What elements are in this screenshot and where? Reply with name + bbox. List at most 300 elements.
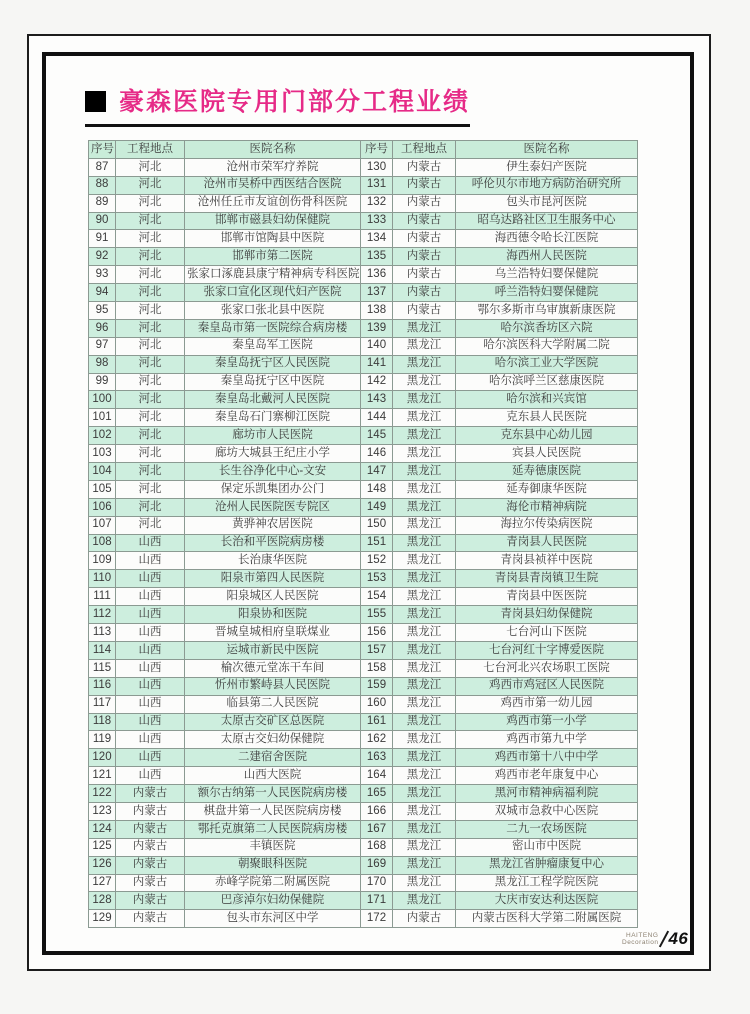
hospital-cell: 鸡西市第一小学 <box>456 713 638 731</box>
table-row <box>361 337 638 355</box>
hospital-cell: 二建宿舍医院 <box>185 749 361 767</box>
serial-cell: 104 <box>89 463 116 481</box>
serial-cell: 138 <box>361 302 393 320</box>
location-cell: 黑龙江 <box>393 820 456 838</box>
location-cell: 黑龙江 <box>393 641 456 659</box>
location-cell: 河北 <box>116 337 185 355</box>
serial-cell: 163 <box>361 749 393 767</box>
title-block <box>85 82 470 127</box>
hospital-cell: 运城市新民中医院 <box>185 641 361 659</box>
hospital-cell: 巴彦淖尔妇幼保健院 <box>185 892 361 910</box>
location-cell: 河北 <box>116 516 185 534</box>
location-cell: 山西 <box>116 767 185 785</box>
location-cell: 河北 <box>116 266 185 284</box>
hospital-cell: 鸡西市第九中学 <box>456 731 638 749</box>
location-cell: 内蒙古 <box>116 892 185 910</box>
header-serial: 序号 <box>89 141 116 159</box>
serial-cell: 146 <box>361 445 393 463</box>
page-footer <box>622 929 688 949</box>
hospital-cell: 七台河北兴农场职工医院 <box>456 659 638 677</box>
location-cell: 黑龙江 <box>393 552 456 570</box>
hospital-cell: 青岗县人民医院 <box>456 534 638 552</box>
table-row <box>89 659 361 677</box>
table-row <box>89 785 361 803</box>
serial-cell: 149 <box>361 498 393 516</box>
hospital-cell: 双城市急救中心医院 <box>456 802 638 820</box>
location-cell: 河北 <box>116 302 185 320</box>
serial-cell: 110 <box>89 570 116 588</box>
hospital-cell: 七台河红十字博爱医院 <box>456 641 638 659</box>
location-cell: 黑龙江 <box>393 570 456 588</box>
table-row <box>361 302 638 320</box>
serial-cell: 160 <box>361 695 393 713</box>
table-row <box>89 248 361 266</box>
table-row <box>89 570 361 588</box>
table-row <box>89 391 361 409</box>
serial-cell: 122 <box>89 785 116 803</box>
table-row <box>89 749 361 767</box>
serial-cell: 137 <box>361 284 393 302</box>
table-row <box>89 838 361 856</box>
location-cell: 河北 <box>116 319 185 337</box>
page-title: 豪森医院专用门部分工程业绩 <box>119 88 471 116</box>
table-row <box>361 230 638 248</box>
hospital-cell: 呼伦贝尔市地方病防治研究所 <box>456 176 638 194</box>
hospital-cell: 张家口宣化区现代妇产医院 <box>185 284 361 302</box>
location-cell: 黑龙江 <box>393 767 456 785</box>
serial-cell: 128 <box>89 892 116 910</box>
serial-cell: 130 <box>361 158 393 176</box>
table-row <box>89 445 361 463</box>
hospital-cell: 内蒙古医科大学第二附属医院 <box>456 910 638 928</box>
location-cell: 黑龙江 <box>393 713 456 731</box>
table-row <box>89 534 361 552</box>
location-cell: 山西 <box>116 677 185 695</box>
table-row <box>361 427 638 445</box>
hospital-cell: 邯郸市磁县妇幼保健院 <box>185 212 361 230</box>
serial-cell: 132 <box>361 194 393 212</box>
table-row <box>361 606 638 624</box>
hospital-cell: 哈尔滨香坊区六院 <box>456 319 638 337</box>
serial-cell: 131 <box>361 176 393 194</box>
hospital-cell: 乌兰浩特妇婴保健院 <box>456 266 638 284</box>
header-hospital: 医院名称 <box>456 141 638 159</box>
serial-cell: 90 <box>89 212 116 230</box>
location-cell: 山西 <box>116 624 185 642</box>
serial-cell: 136 <box>361 266 393 284</box>
projects-table-left <box>88 140 361 928</box>
hospital-cell: 哈尔滨医科大学附属二院 <box>456 337 638 355</box>
location-cell: 内蒙古 <box>116 785 185 803</box>
location-cell: 河北 <box>116 427 185 445</box>
table-row <box>361 319 638 337</box>
location-cell: 内蒙古 <box>393 212 456 230</box>
header-location: 工程地点 <box>393 141 456 159</box>
location-cell: 黑龙江 <box>393 480 456 498</box>
serial-cell: 139 <box>361 319 393 337</box>
brand-line1: HAITENG <box>626 931 659 939</box>
location-cell: 山西 <box>116 731 185 749</box>
serial-cell: 88 <box>89 176 116 194</box>
serial-cell: 123 <box>89 802 116 820</box>
location-cell: 黑龙江 <box>393 445 456 463</box>
table-row <box>361 856 638 874</box>
hospital-cell: 哈尔滨呼兰区慈康医院 <box>456 373 638 391</box>
hospital-cell: 秦皇岛市第一医院综合病房楼 <box>185 319 361 337</box>
serial-cell: 156 <box>361 624 393 642</box>
location-cell: 黑龙江 <box>393 516 456 534</box>
table-row <box>361 176 638 194</box>
location-cell: 黑龙江 <box>393 427 456 445</box>
location-cell: 黑龙江 <box>393 749 456 767</box>
table-row <box>361 731 638 749</box>
location-cell: 河北 <box>116 498 185 516</box>
hospital-cell: 晋城皇城相府皇联煤业 <box>185 624 361 642</box>
table-row <box>89 802 361 820</box>
location-cell: 黑龙江 <box>393 337 456 355</box>
table-row <box>361 713 638 731</box>
serial-cell: 129 <box>89 910 116 928</box>
table-row <box>89 713 361 731</box>
table-row <box>89 892 361 910</box>
projects-table-right <box>360 140 638 928</box>
location-cell: 内蒙古 <box>116 910 185 928</box>
serial-cell: 121 <box>89 767 116 785</box>
location-cell: 内蒙古 <box>393 284 456 302</box>
location-cell: 黑龙江 <box>393 802 456 820</box>
hospital-cell: 青岗县青岗镇卫生院 <box>456 570 638 588</box>
table-row <box>361 266 638 284</box>
hospital-cell: 延寿德康医院 <box>456 463 638 481</box>
serial-cell: 133 <box>361 212 393 230</box>
table-row <box>89 641 361 659</box>
hospital-cell: 棋盘井第一人民医院病房楼 <box>185 802 361 820</box>
hospital-cell: 张家口涿鹿县康宁精神病专科医院 <box>185 266 361 284</box>
table-row <box>89 427 361 445</box>
hospital-cell: 张家口张北县中医院 <box>185 302 361 320</box>
table-row <box>361 284 638 302</box>
hospital-cell: 克东县人民医院 <box>456 409 638 427</box>
serial-cell: 172 <box>361 910 393 928</box>
location-cell: 黑龙江 <box>393 677 456 695</box>
serial-cell: 168 <box>361 838 393 856</box>
hospital-cell: 大庆市安达利达医院 <box>456 892 638 910</box>
hospital-cell: 沧州市吴桥中西医结合医院 <box>185 176 361 194</box>
hospital-cell: 山西大医院 <box>185 767 361 785</box>
serial-cell: 89 <box>89 194 116 212</box>
table-row <box>89 552 361 570</box>
table-row <box>361 802 638 820</box>
table-row <box>89 302 361 320</box>
location-cell: 内蒙古 <box>393 302 456 320</box>
location-cell: 内蒙古 <box>393 910 456 928</box>
serial-cell: 91 <box>89 230 116 248</box>
serial-cell: 127 <box>89 874 116 892</box>
serial-cell: 165 <box>361 785 393 803</box>
hospital-cell: 廊坊大城县王纪庄小学 <box>185 445 361 463</box>
serial-cell: 148 <box>361 480 393 498</box>
hospital-cell: 丰镇医院 <box>185 838 361 856</box>
location-cell: 河北 <box>116 391 185 409</box>
table-row <box>361 248 638 266</box>
table-row <box>361 820 638 838</box>
hospital-cell: 阳泉协和医院 <box>185 606 361 624</box>
table-row <box>89 910 361 928</box>
table-row <box>361 570 638 588</box>
table-row <box>361 695 638 713</box>
header-hospital: 医院名称 <box>185 141 361 159</box>
serial-cell: 93 <box>89 266 116 284</box>
hospital-cell: 榆次德元堂冻干车间 <box>185 659 361 677</box>
table-row <box>361 874 638 892</box>
serial-cell: 103 <box>89 445 116 463</box>
serial-cell: 113 <box>89 624 116 642</box>
location-cell: 河北 <box>116 445 185 463</box>
location-cell: 内蒙古 <box>116 856 185 874</box>
table-row <box>361 892 638 910</box>
square-bullet-icon <box>85 91 106 112</box>
hospital-cell: 邯郸市馆陶县中医院 <box>185 230 361 248</box>
serial-cell: 117 <box>89 695 116 713</box>
location-cell: 山西 <box>116 570 185 588</box>
serial-cell: 95 <box>89 302 116 320</box>
serial-cell: 116 <box>89 677 116 695</box>
hospital-cell: 黑龙江工程学院医院 <box>456 874 638 892</box>
location-cell: 河北 <box>116 284 185 302</box>
table-row <box>89 212 361 230</box>
location-cell: 河北 <box>116 409 185 427</box>
hospital-cell: 昭乌达路社区卫生服务中心 <box>456 212 638 230</box>
table-row <box>361 624 638 642</box>
hospital-cell: 长治和平医院病房楼 <box>185 534 361 552</box>
hospital-cell: 鸡西市第一幼儿园 <box>456 695 638 713</box>
location-cell: 河北 <box>116 355 185 373</box>
location-cell: 黑龙江 <box>393 659 456 677</box>
table-row <box>361 445 638 463</box>
hospital-cell: 朝聚眼科医院 <box>185 856 361 874</box>
location-cell: 黑龙江 <box>393 391 456 409</box>
hospital-cell: 延寿御康华医院 <box>456 480 638 498</box>
serial-cell: 94 <box>89 284 116 302</box>
table-row <box>361 463 638 481</box>
serial-cell: 154 <box>361 588 393 606</box>
hospital-cell: 呼兰浩特妇婴保健院 <box>456 284 638 302</box>
serial-cell: 96 <box>89 319 116 337</box>
table-row <box>89 355 361 373</box>
location-cell: 河北 <box>116 373 185 391</box>
serial-cell: 167 <box>361 820 393 838</box>
serial-cell: 101 <box>89 409 116 427</box>
serial-cell: 120 <box>89 749 116 767</box>
location-cell: 黑龙江 <box>393 606 456 624</box>
serial-cell: 164 <box>361 767 393 785</box>
header-serial: 序号 <box>361 141 393 159</box>
hospital-cell: 太原古交妇幼保健院 <box>185 731 361 749</box>
serial-cell: 108 <box>89 534 116 552</box>
table-row <box>89 516 361 534</box>
location-cell: 黑龙江 <box>393 731 456 749</box>
hospital-cell: 太原古交矿区总医院 <box>185 713 361 731</box>
location-cell: 内蒙古 <box>393 230 456 248</box>
serial-cell: 145 <box>361 427 393 445</box>
hospital-cell: 忻州市繁峙县人民医院 <box>185 677 361 695</box>
serial-cell: 112 <box>89 606 116 624</box>
location-cell: 河北 <box>116 212 185 230</box>
hospital-cell: 海西德令哈长江医院 <box>456 230 638 248</box>
table-row <box>89 409 361 427</box>
serial-cell: 144 <box>361 409 393 427</box>
location-cell: 黑龙江 <box>393 588 456 606</box>
brand-line2: Decoration <box>622 939 659 946</box>
location-cell: 河北 <box>116 230 185 248</box>
location-cell: 黑龙江 <box>393 892 456 910</box>
serial-cell: 105 <box>89 480 116 498</box>
hospital-cell: 沧州市荣军疗养院 <box>185 158 361 176</box>
serial-cell: 170 <box>361 874 393 892</box>
table-row <box>361 838 638 856</box>
hospital-cell: 保定乐凯集团办公门 <box>185 480 361 498</box>
location-cell: 黑龙江 <box>393 534 456 552</box>
location-cell: 山西 <box>116 749 185 767</box>
table-row <box>361 212 638 230</box>
location-cell: 山西 <box>116 534 185 552</box>
hospital-cell: 青岗县祯祥中医院 <box>456 552 638 570</box>
hospital-cell: 哈尔滨工业大学医院 <box>456 355 638 373</box>
table-row <box>89 767 361 785</box>
table-row <box>89 230 361 248</box>
location-cell: 黑龙江 <box>393 463 456 481</box>
serial-cell: 141 <box>361 355 393 373</box>
serial-cell: 140 <box>361 337 393 355</box>
table-row <box>89 463 361 481</box>
hospital-cell: 青岗县中医医院 <box>456 588 638 606</box>
location-cell: 山西 <box>116 606 185 624</box>
hospital-cell: 秦皇岛石门寨柳江医院 <box>185 409 361 427</box>
hospital-cell: 临县第二人民医院 <box>185 695 361 713</box>
serial-cell: 158 <box>361 659 393 677</box>
location-cell: 山西 <box>116 641 185 659</box>
serial-cell: 151 <box>361 534 393 552</box>
hospital-cell: 额尔古纳第一人民医院病房楼 <box>185 785 361 803</box>
serial-cell: 134 <box>361 230 393 248</box>
serial-cell: 114 <box>89 641 116 659</box>
location-cell: 内蒙古 <box>393 248 456 266</box>
hospital-cell: 黑河市精神病福利院 <box>456 785 638 803</box>
location-cell: 河北 <box>116 480 185 498</box>
hospital-cell: 长治康华医院 <box>185 552 361 570</box>
table-row <box>89 284 361 302</box>
table-row <box>361 588 638 606</box>
table-row <box>361 498 638 516</box>
table-row <box>361 677 638 695</box>
table-row <box>89 337 361 355</box>
table-row <box>89 695 361 713</box>
hospital-cell: 伊生泰妇产医院 <box>456 158 638 176</box>
hospital-cell: 七台河山下医院 <box>456 624 638 642</box>
table-row <box>361 785 638 803</box>
serial-cell: 147 <box>361 463 393 481</box>
serial-cell: 92 <box>89 248 116 266</box>
table-row <box>89 856 361 874</box>
serial-cell: 118 <box>89 713 116 731</box>
location-cell: 黑龙江 <box>393 874 456 892</box>
hospital-cell: 海西州人民医院 <box>456 248 638 266</box>
location-cell: 河北 <box>116 176 185 194</box>
table-header-row <box>89 141 361 159</box>
table-row <box>89 319 361 337</box>
table-row <box>361 391 638 409</box>
serial-cell: 135 <box>361 248 393 266</box>
location-cell: 黑龙江 <box>393 695 456 713</box>
location-cell: 河北 <box>116 194 185 212</box>
location-cell: 河北 <box>116 158 185 176</box>
serial-cell: 119 <box>89 731 116 749</box>
table-row <box>89 606 361 624</box>
hospital-cell: 鄂托克旗第二人民医院病房楼 <box>185 820 361 838</box>
serial-cell: 166 <box>361 802 393 820</box>
projects-tables <box>88 140 638 928</box>
serial-cell: 100 <box>89 391 116 409</box>
hospital-cell: 黑龙江省肿瘤康复中心 <box>456 856 638 874</box>
serial-cell: 161 <box>361 713 393 731</box>
location-cell: 河北 <box>116 463 185 481</box>
table-row <box>89 677 361 695</box>
hospital-cell: 黄骅神农居医院 <box>185 516 361 534</box>
page-number: 46 <box>668 929 689 948</box>
hospital-cell: 阳泉市第四人民医院 <box>185 570 361 588</box>
location-cell: 山西 <box>116 552 185 570</box>
table-row <box>361 194 638 212</box>
serial-cell: 98 <box>89 355 116 373</box>
location-cell: 内蒙古 <box>116 874 185 892</box>
table-row <box>89 158 361 176</box>
serial-cell: 109 <box>89 552 116 570</box>
location-cell: 黑龙江 <box>393 355 456 373</box>
serial-cell: 169 <box>361 856 393 874</box>
table-row <box>361 373 638 391</box>
table-header-row <box>361 141 638 159</box>
location-cell: 内蒙古 <box>116 838 185 856</box>
hospital-cell: 沧州人民医院医专院区 <box>185 498 361 516</box>
hospital-cell: 长生谷净化中心-文安 <box>185 463 361 481</box>
hospital-cell: 海拉尔传染病医院 <box>456 516 638 534</box>
table-row <box>89 588 361 606</box>
hospital-cell: 宾县人民医院 <box>456 445 638 463</box>
location-cell: 山西 <box>116 659 185 677</box>
serial-cell: 153 <box>361 570 393 588</box>
serial-cell: 115 <box>89 659 116 677</box>
hospital-cell: 赤峰学院第二附属医院 <box>185 874 361 892</box>
serial-cell: 87 <box>89 158 116 176</box>
serial-cell: 99 <box>89 373 116 391</box>
serial-cell: 159 <box>361 677 393 695</box>
table-row <box>361 355 638 373</box>
hospital-cell: 秦皇岛北戴河人民医院 <box>185 391 361 409</box>
serial-cell: 157 <box>361 641 393 659</box>
serial-cell: 142 <box>361 373 393 391</box>
location-cell: 河北 <box>116 248 185 266</box>
serial-cell: 111 <box>89 588 116 606</box>
location-cell: 黑龙江 <box>393 498 456 516</box>
hospital-cell: 秦皇岛军工医院 <box>185 337 361 355</box>
header-location: 工程地点 <box>116 141 185 159</box>
location-cell: 黑龙江 <box>393 856 456 874</box>
table-row <box>89 194 361 212</box>
table-row <box>89 624 361 642</box>
serial-cell: 150 <box>361 516 393 534</box>
location-cell: 内蒙古 <box>393 158 456 176</box>
hospital-cell: 包头市东河区中学 <box>185 910 361 928</box>
